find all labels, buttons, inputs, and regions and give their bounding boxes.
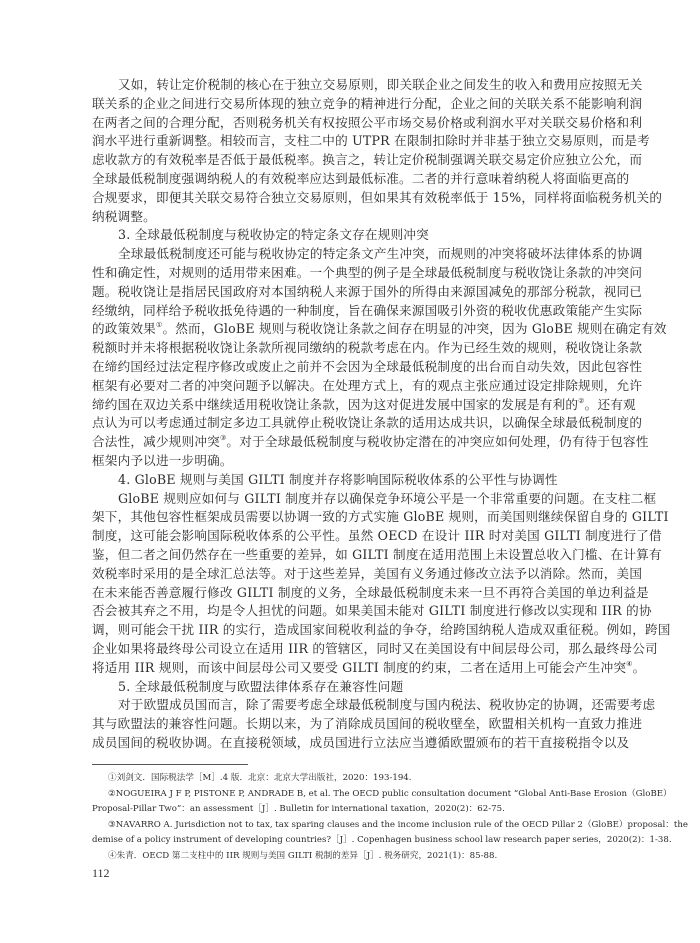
footnote-divider [92,764,248,765]
paragraph-line: GloBE 规则应如何与 GILTI 制度并存以确保竞争环境公平是一个非常重要的问题。在支柱二框 [118,490,657,506]
paragraph-line: 全球最低税制度强调纳税人的有效税率应达到最低标准。二者的并行意味着纳税人将面临更高的 [92,170,630,186]
footnote-ref-3[interactable]: ③ [219,434,227,443]
paragraph-line: 调，则可能会干扰 IIR 的实行，造成国家间税收利益的争夺，给跨国纳税人造成双重征税。例如，跨国 [92,622,671,638]
footnote-ref-4[interactable]: ④ [626,659,633,668]
paragraph-line [92,320,667,339]
section-heading-5: 5. 全球最低税制度与欧盟法律体系存在兼容性问题 [118,678,404,694]
paragraph-line: 成员国间的税收协调。在直接税领域，成员国进行立法应当遵循欧盟颁布的若干直接税指令以及 [92,734,630,750]
paragraph-line: 润水平进行重新调整。相较而言，支柱二中的 UTPR 在限制扣除时并非基于独立交易原则，而是考 [92,133,650,149]
text-run: 。 [632,659,646,675]
footnote-4: ④朱青．OECD 第二支柱中的 IIR 规则与美国 GILTI 税制的差异［J］. 税务研究，2021(1)：85-88. [108,850,498,861]
paragraph-line: 架下，其他包容性框架成员需要以协调一致的方式实施 GloBE 规则，而美国则继续保留自身的 GILTI [92,509,669,525]
paragraph-line: 框架内予以进一步明确。 [92,452,233,468]
paragraph-line: 全球最低税制度还可能与税收协定的特定条文产生冲突，而规则的冲突将破坏法律体系的协调 [118,246,643,262]
paragraph-line: 在未来能否善意履行修改 GILTI 制度的义务，全球最低税制度未来一旦不再符合美国的单边利益是 [92,584,649,600]
footnote-2-cont: Proposal-Pillar Two”：an assessment［J］. Bulletin for international taxation，2020(2)：62-75. [92,804,505,814]
text-run: 。对于全球最低税制度与税收协定潜在的冲突应如何处理，仍有待于包容性 [226,434,649,450]
section-heading-4: 4. GloBE 规则与美国 GILTI 制度并存将影响国际税收体系的公平性与协调性 [118,471,558,487]
footnote-1: ①刘剑文．国际税法学［M］.4 版．北京：北京大学出版社，2020：193-194. [108,773,412,783]
section-heading-3: 3. 全球最低税制度与税收协定的特定条文存在规则冲突 [118,227,429,243]
paragraph-line: 性和确定性，对规则的适用带来困难。一个典型的例子是全球最低税制度与税收饶让条款的冲突问 [92,264,643,280]
paragraph-line [92,396,636,415]
footnote-3: ③NAVARRO A. Jurisdiction not to tax, tax sparing clauses and the income inclusion rule of the OECD Pillar 2（GloBE）proposal：the [108,819,688,830]
footnotes [92,771,688,864]
text-run: 合法性，减少规则冲突 [92,434,220,450]
article-body [92,76,671,753]
paragraph-line [92,659,646,678]
paragraph-line: 税额时并未将根据税收饶让条款所视同缴纳的税款考虑在内。作为已经生效的规则，税收饶让条款 [92,340,643,356]
paragraph-line: 效税率时采用的是全球汇总法等。对于这些差异，美国有义务通过修改立法予以消除。然而，美国 [92,565,643,581]
paragraph-line: 鉴，但二者之间仍然存在一些重要的差异，如 GILTI 制度在适用范围上未设置总收入门槛、在计算有 [92,546,662,562]
text-run: 。还有观 [584,396,636,412]
paragraph-line: 联关系的企业之间进行交易所体现的独立竞争的精神进行分配，企业之间的关联关系不能影响利润 [92,95,643,111]
paragraph-line: 纳税调整。 [92,208,156,224]
paragraph-line: 在两者之间的合理分配，否则税务机关有权按照公平市场交易价格或利润水平对关联交易价格和利 [92,114,643,130]
footnote-ref-1[interactable]: ① [155,321,163,330]
paragraph-line: 题。税收饶让是指居民国政府对本国纳税人来源于国外的所得由来源国减免的那部分税款，视同已 [92,283,643,299]
text-run: 将适用 IIR 规则，而该中间层母公司又要受 GILTI 制度的约束，二者在适用上可能会产生冲突 [92,659,627,675]
paragraph-line: 又如，转让定价税制的核心在于独立交易原则，即关联企业之间发生的收入和费用应按照无关 [118,77,643,92]
paragraph-line [92,433,649,452]
paragraph-line: 其与欧盟法的兼容性问题。长期以来，为了消除成员国间的税收壁垒，欧盟相关机构一直致力推进 [92,716,643,732]
footnote-ref-2[interactable]: ② [578,396,585,405]
paragraph-line: 企业如果将最终母公司设立在适用 IIR 的管辖区，同时又在美国设有中间层母公司，那么最终母公司 [92,640,658,656]
paragraph-line: 制度，这可能会影响国际税收体系的公平性。虽然 OECD 在设计 IIR 时对美国 GILTI 制度进行了借 [92,528,662,544]
paragraph-line: 虑收款方的有效税率是否低于最低税率。换言之，转让定价税制强调关联交易定价应独立公允，而 [92,152,643,168]
text-run: 。然而，GloBE 规则与税收饶让条款之间存在明显的冲突，因为 GloBE 规则在确定有效 [162,321,667,337]
paragraph-line: 否会被其弃之不用，均是令人担忧的问题。如果美国未能对 GILTI 制度进行修改以实现和 IIR 的协 [92,603,652,619]
paragraph-line: 对于欧盟成员国而言，除了需要考虑全球最低税制度与国内税法、税收协定的协调，还需要考虑 [118,697,656,713]
paragraph-line: 点认为可以考虑通过制定多边工具就停止税收饶让条款的适用达成共识，以确保全球最低税制度的 [92,415,643,431]
paragraph-line: 在缔约国经过法定程序修改或废止之前并不会因为全球最低税制度的出台而自动失效，因此包容性 [92,358,643,374]
paragraph-line: 框架有必要对二者的冲突问题予以解决。在处理方式上，有的观点主张应通过设定排除规则，允许 [92,377,643,393]
footnote-2: ②NOGUEIRA J F P, PISTONE P, ANDRADE B, et al. The OECD public consultation document “Global Anti-Base Erosion（GloBE） [108,788,672,799]
footnote-3-cont: demise of a policy instrument of developing countries?［J］. Copenhagen business school law research paper series，2020(2)：1-38. [92,835,672,845]
text-run: 的政策效果 [92,321,156,337]
text-run: 缔约国在双边关系中继续适用税收饶让条款，因为这对促进发展中国家的发展是有利的 [92,396,579,412]
paragraph-line: 合规要求，即便其关联交易符合独立交易原则，但如果其有效税率低于 15%，同样将面临税务机关的 [92,189,663,205]
paragraph-line: 经缴纳，同样给予税收抵免待遇的一种制度，旨在确保来源国吸引外资的税收优惠政策能产生实际 [92,302,643,318]
page-number: 112 [92,866,110,880]
